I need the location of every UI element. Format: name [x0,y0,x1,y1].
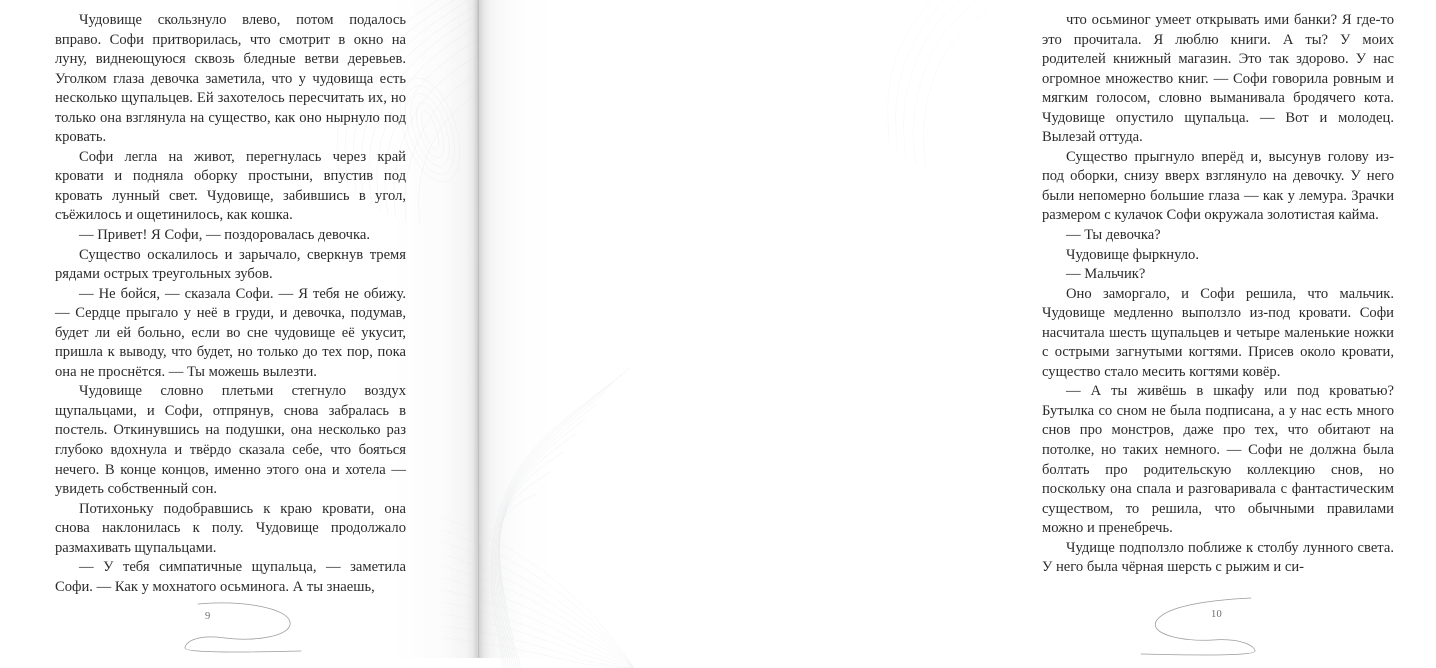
right-page [478,0,1394,658]
guilloche-watermark-icon [838,0,988,170]
paragraph: Софи легла на живот, перегнулась через край кровати и подняла оборку простыни, впустив под кровать лунный свет. Чудовище, забившись в угол, съёжилось и ощетинилось, как кошка. [55,148,406,224]
swirl-ornament-icon [183,598,303,654]
paragraph: Потихоньку подобравшись к краю кровати, она снова наклонилась к полу. Чудовище продолжало размахивать щупальцами. [55,500,406,556]
paragraph: что осьминог умеет открывать ими банки? Я где-то это прочитала. Я люблю книги. А ты? У моих родителей книжный магазин. Это так здорово. У нас огромное множество книг. — Софи говорила ровным и мягким голосом, словно выманивала бродячего кота. Чудовище опустило щупальца. — Вот и молодец. Вылезай оттуда. [1042,12,1394,146]
paragraph: — Мальчик? [1066,266,1146,283]
paragraph: Оно заморгало, и Софи решила, что мальчик. Чудовище медленно выползло из-под кровати. Софи насчитала шесть щупальцев и четыре маленькие ножки с острыми загнутыми когтями. Присев около кровати, существо стало месить когтями ковёр. [1042,285,1394,380]
right-page-folio [956,596,1436,658]
left-page [0,0,478,658]
paragraph: — Ты девочка? [1066,227,1161,244]
paragraph: — Привет! Я Софи, — поздоровалась девочка. [79,227,370,244]
swirl-ornament-icon [1139,596,1264,656]
page-number: 9 [205,611,211,622]
paragraph: Чудовище фыркнуло. [1066,246,1199,263]
left-page-text-column [55,11,406,597]
paragraph: Существо оскалилось и зарычало, сверкнув тремя рядами острых треугольных зубов. [55,246,406,283]
right-page-text-column [1042,11,1394,578]
paragraph: Существо прыгнуло вперёд и, высунув голову из-под оборки, снизу вверх взглянуло на девочку. У него были непомерно большие глаза — как у лемура. Зрачки размером с кулачок Софи окружала золотистая кайма. [1042,148,1394,224]
page-number: 10 [1211,609,1223,620]
paragraph: Чудовище скользнуло влево, потом подалось вправо. Софи притворилась, что смотрит в окно на луну, виднеющуюся сквозь бледные ветви деревьев. Уголком глаза девочка заметила, что у чудовища есть несколько щупальцев. Ей захотелось пересчитать их, но только она взглянула на существо, как оно нырнуло под кровать. [55,12,406,146]
paragraph: — А ты живёшь в шкафу или под кроватью? Бутылка со сном не была подписана, а у нас есть много снов про монстров, даже про тех, что обитают на потолке, но таких немного. — Софи не должна была болтать про родительскую коллекцию снов, но поскольку она спала и разговаривала с фантастическим существом, то решила, что обычными правилами можно и пренебречь. [1042,383,1394,537]
paragraph: — У тебя симпатичные щупальца, — заметила Софи. — Как у мохнатого осьминога. А ты знаешь, [55,559,406,595]
paragraph: — Не бойся, — сказала Софи. — Я тебя не обижу. — Сердце прыгало у неё в груди, и девочка, подумав, будет ли ей больно, если во сне чудовище её укусит, пришла к выводу, что будет, но только до тех пор, пока она не проснётся. — Ты можешь вылезти. [55,285,406,380]
paragraph: Чудовище словно плетьми стегнуло воздух щупальцами, и Софи, отпрянув, снова забралась в постель. Откинувшись на подушки, она несколько раз глубоко вдохнула и твёрдо сказала себе, что бояться нечего. В конце концов, именно этого она и хотела — увидеть собственный сон. [55,383,406,498]
left-page-folio [0,596,478,658]
paragraph: Чудище подползло поближе к столбу лунного света. У него была чёрная шерсть с рыжим и си- [1042,539,1394,576]
